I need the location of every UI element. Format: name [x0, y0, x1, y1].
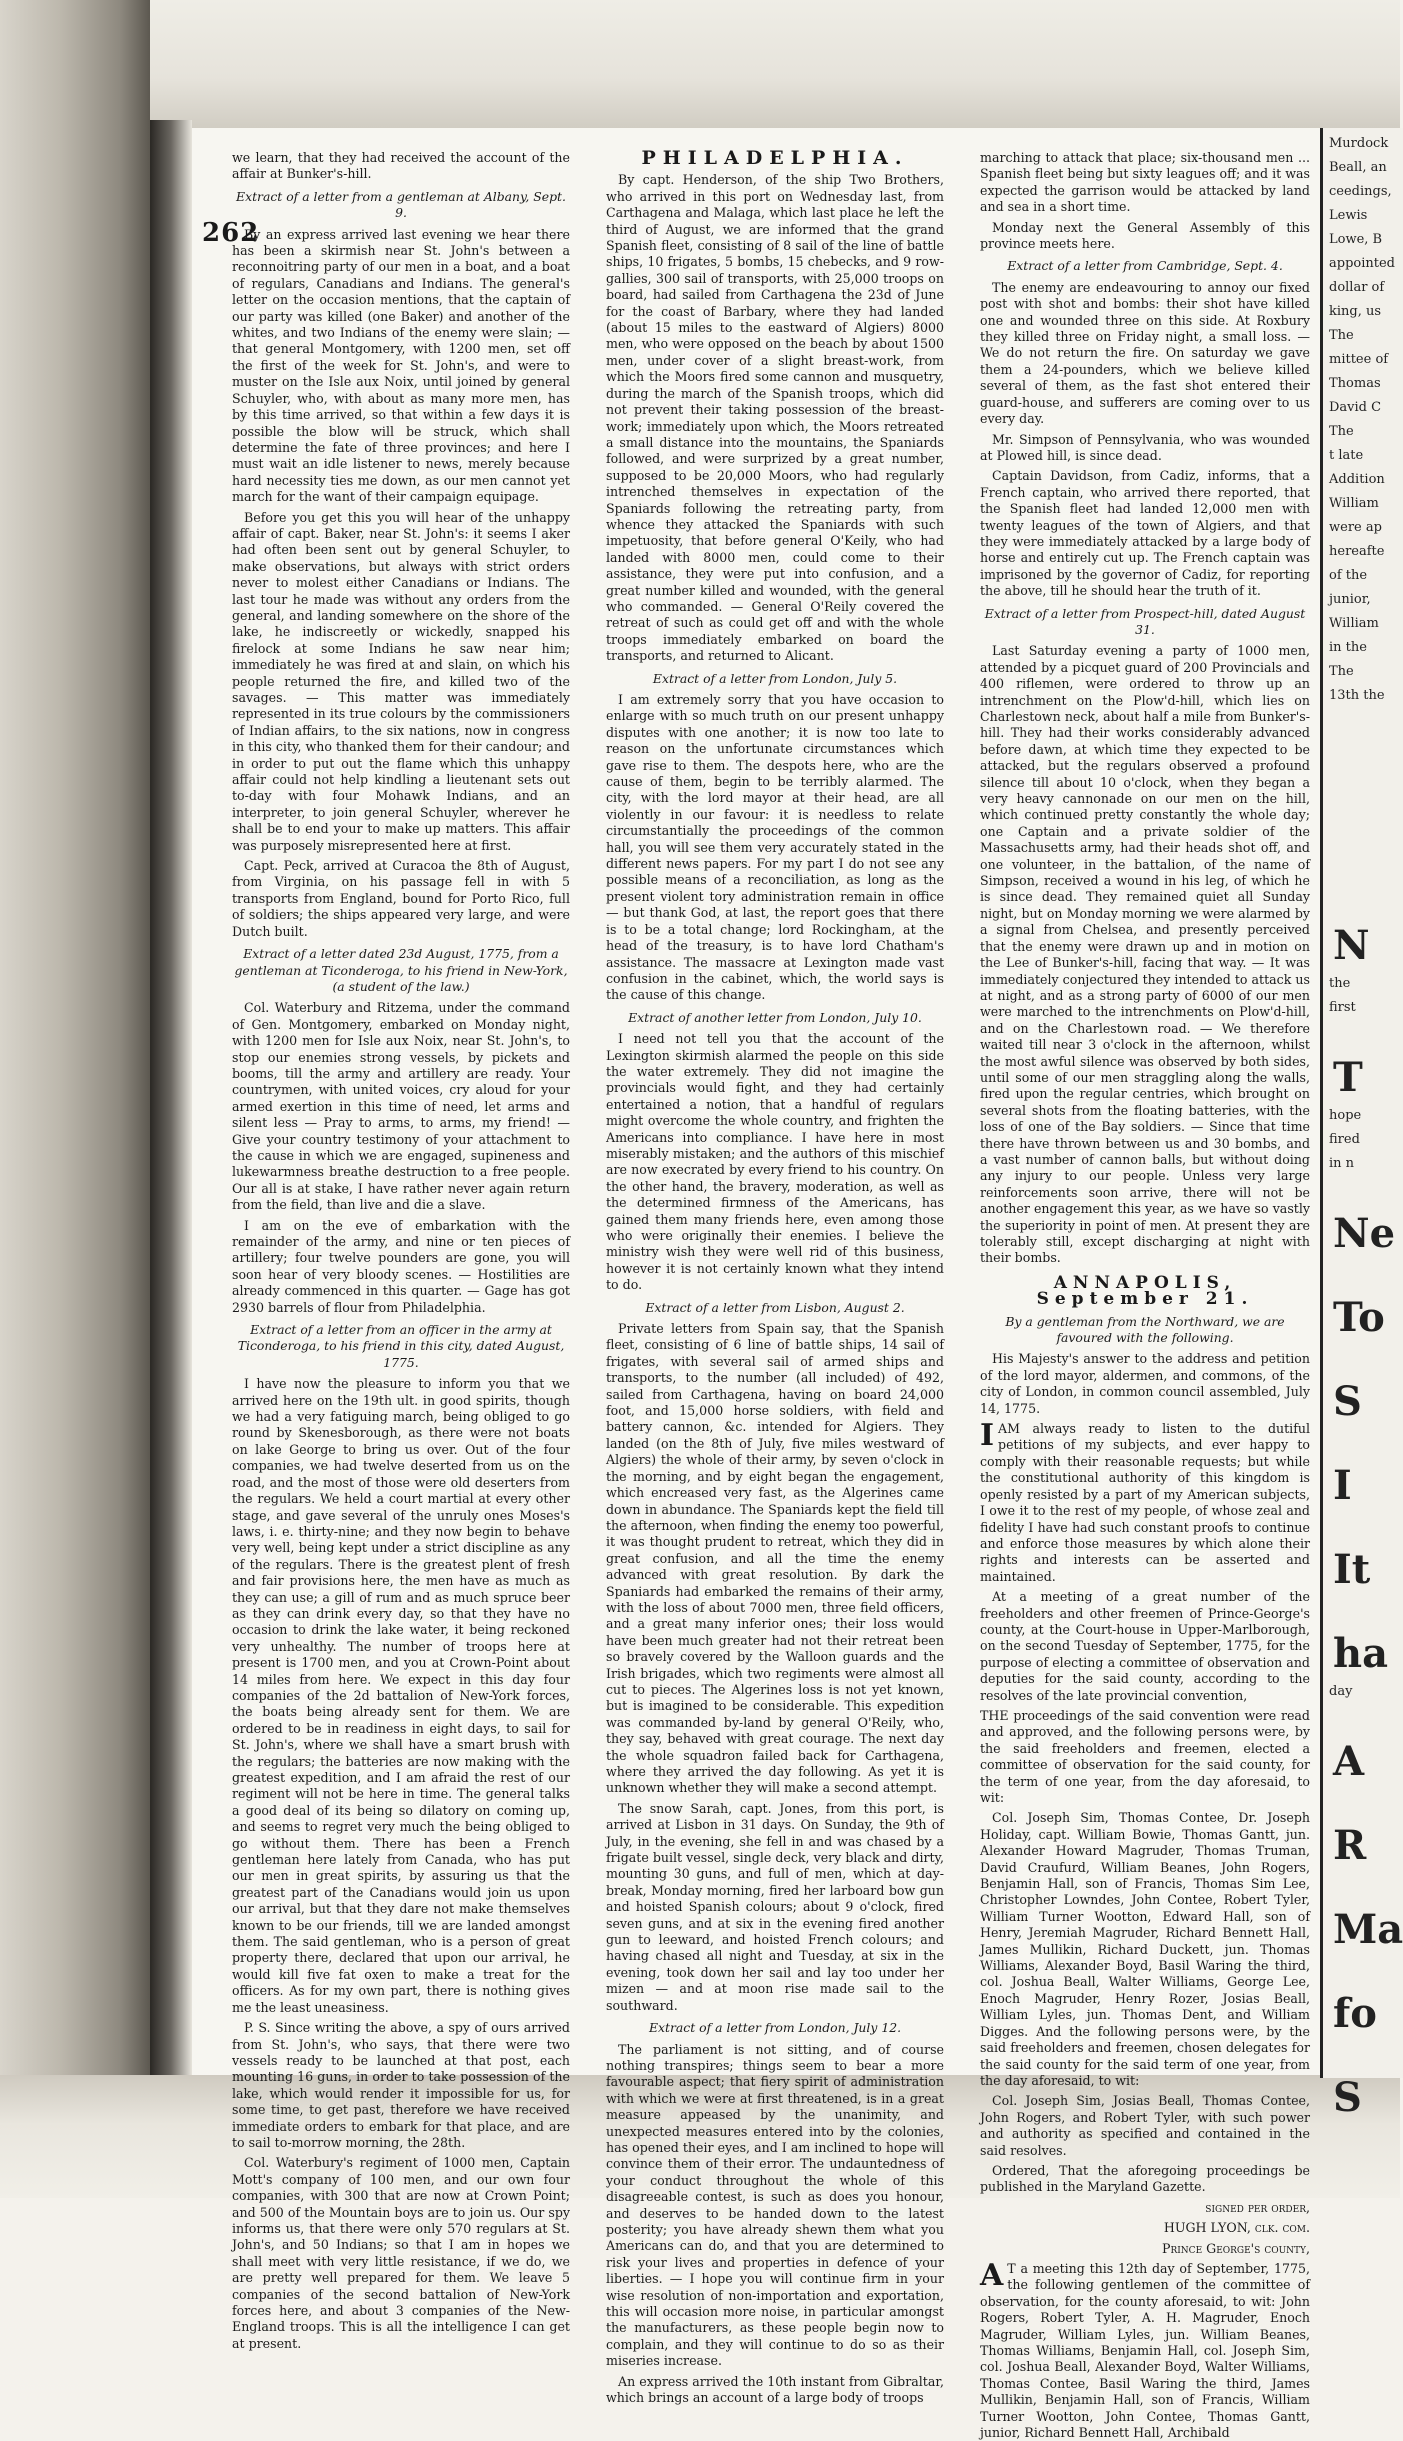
adjacent-page-fragment-text: hope [1329, 1108, 1362, 1123]
article-heading: Extract of another letter from London, July 10. [628, 1009, 922, 1025]
article-subheading: By a gentleman from the Northward, we are favoured with the following. [1005, 1313, 1285, 1346]
article-heading: Extract of a letter from Lisbon, August 2. [645, 1299, 905, 1315]
adjacent-page-fragment-text: Murdock [1329, 136, 1389, 151]
adjacent-page-fragment-text: appointed [1329, 256, 1395, 271]
scan-left-margin [0, 0, 150, 2198]
adjacent-page-fragment-text: Thomas [1329, 376, 1381, 391]
adjacent-page-fragment-text: S [1333, 2074, 1362, 2121]
adjacent-page-fragment-text: A [1333, 1738, 1365, 1785]
article-paragraph: Mr. Simpson of Pennsylvania, who was wounded at Plowed hill, is since dead. [980, 431, 1310, 463]
book-binding-shadow [150, 120, 192, 2080]
adjacent-page-fragment-text: king, us [1329, 304, 1382, 319]
article-paragraph: P. S. Since writing the above, a spy of ours arrived from St. John's, who says, that there were two vessels ready to be launched at that post, each mounting 16 guns, in order to take possession of the lake, which would render it impossible for us, for some time, to get past, therefore we have received immediate orders to embark for that place, and are to sail to-morrow morning, the 28th. [232, 2020, 570, 2150]
article-text: AM always ready to listen to the dutiful petitions of my subjects, and ever happy to comply with their reasonable requests; but while the constitutional authority of this kingdom is openly resisted by a part of my American subjects, I owe it to the rest of my people, of whose zeal and fidelity I have had such constant proofs to continue and enforce those measures by which alone their rights and interests can be asserted and maintained. [980, 1421, 1310, 1584]
adjacent-page-fragment-text: The [1329, 328, 1354, 343]
article-paragraph: I have now the pleasure to inform you that we arrived here on the 19th ult. in good spirits, though we had a very fatiguing march, being obliged to go round by Skenesborough, as there were not boats on lake George to bring us over. Out of the four companies, we had twelve deserted from us on the road, and the most of those were old deserters from the regulars. We held a court martial at every other stage, and gave several of the unruly ones Moses's laws, i. e. thirty-nine; and they now begin to behave very well, being kept under a strict discipline as any of the regulars. There is the greatest plent of fresh and fair provisions here, the men have as much as they can use; a gill of rum and as much spruce beer as they can drink every day, so that they have no occasion to drink the lake water, it being reckoned very unhealthy. The number of troops here at present is 1700 men, and you at Crown-Point about 14 miles from here. We expect in this day four companies of the 2d battalion of New-York forces, the boats being already sent for them. We are ordered to be in readiness in eight days, to sail for St. John's, where we shall have a smart brush with the regulars; the batteries are now making with the greatest expedition, and I am afraid the rest of our regiment will not be here in time. The general talks a good deal of its being so dilatory on coming up, and seems to regret very much the being obliged to go without them. There has been a French gentleman here lately from Canada, who has put our men in great spirits, by assuring us that the greatest part of the Canadians would join us upon our arrival, but that they dare not make themselves known to be our friends, till we are landed amongst them. The said gentleman, who is a person of great property there, declared that upon our arrival, he would kill five fat oxen to make a treat for the officers. As for my own part, there is nothing gives me the least uneasiness. [232, 1376, 570, 2015]
article-heading: Extract of a letter from Prospect-hill, dated August 31. [984, 605, 1306, 637]
adjacent-page-fragment-text: hereafte [1329, 544, 1385, 559]
adjacent-page-fragment-text: day [1329, 1684, 1353, 1699]
adjacent-page-fragment-text: of the [1329, 568, 1368, 583]
adjacent-page-fragment-text: Beall, an [1329, 160, 1387, 175]
article-paragraph: Captain Davidson, from Cadiz, informs, that a French captain, who arrived there reported, that the Spanish fleet had landed 12,000 men with twenty leagues of the town of Algiers, and that they were immediately attacked by a large body of horse and entirely cut up. The French captain was imprisoned by the governor of Cadiz, for reporting the above, till he should hear the truth of it. [980, 468, 1310, 599]
adjacent-page-fragment-text: Ma [1333, 1906, 1403, 1953]
article-paragraph: An express arrived the 10th instant from Gibraltar, which brings an account of a large body of troops [606, 2373, 944, 2406]
adjacent-page-fragment-text: Addition [1329, 472, 1385, 487]
article-heading: Extract of a letter from Cambridge, Sept. 4. [1007, 258, 1283, 274]
article-paragraph: Capt. Peck, arrived at Curacoa the 8th of August, from Virginia, on his passage fell in with 5 transports from England, bound for Porto Rico, full of soldiers; the ships appeared very large, and were Dutch built. [232, 858, 570, 939]
adjacent-page-text [1323, 136, 1403, 2120]
adjacent-page-fragment [1320, 128, 1403, 2121]
article-paragraph: At a meeting of a great number of the freeholders and other freemen of Prince-George's county, at the Court-house in Upper-Marlborough, on the second Tuesday of September, 1775, for the purpose of electing a committee of observation and deputies for the said county, according to the resolves of the late provincial convention, [980, 1589, 1310, 1703]
drop-cap-a: A [980, 2257, 1004, 2293]
article-paragraph: marching to attack that place; six-thousand men ... Spanish fleet being but sixty leagues off; and it was expected the garrison would be attacked by land and sea in a short time. [980, 150, 1310, 215]
column-3 [980, 150, 1310, 2441]
adjacent-page-fragment-text: t late [1329, 448, 1364, 463]
column-2 [606, 147, 944, 2406]
adjacent-page-fragment-text: fo [1333, 1990, 1377, 2037]
adjacent-page-fragment-text: David C [1329, 400, 1382, 415]
adjacent-page-fragment-text: R [1333, 1822, 1367, 1869]
adjacent-page-fragment-text: T [1333, 1054, 1363, 1101]
adjacent-page-fragment-text: mittee of [1329, 352, 1389, 367]
adjacent-page-fragment-text: S [1333, 1378, 1362, 1425]
drop-cap-i: I [980, 1418, 995, 1454]
article-paragraph: Last Saturday evening a party of 1000 men, attended by a picquet guard of 200 Provincials and 400 riflemen, were ordered to throw up an intrenchment on the Plow'd-hill, which lies on Charlestown neck, about half a mile from Bunker's-hill. They had their works considerably advanced before dawn, at which time they expected to be attacked, but the regulars observed a profound silence till about 10 o'clock, when they began a very heavy cannonade on our men on the hill, which continued pretty constantly the whole day; one Captain and a private soldier of the Massachusetts army, had their heads shot off, and one volunteer, in the battalion, of the name of Simpson, received a wound in his leg, of which he is since dead. They remained quiet all Sunday night, but on Monday morning we were alarmed by a signal from Chelsea, and presently perceived that the enemy were drawn up and in motion on the Lee of Bunker's-hill, facing that way. — It was immediately conjectured they intended to attack us at night, and as a strong party of 6000 of our men were marched to the intrenchments on Plow'd-hill, and on the Charlestown road. — We therefore waited till near 3 o'clock in the afternoon, whilst the most awful silence was observed by both sides, until some of our men straggling along the walls, fired upon the regular centries, which brought on several shots from the floating batteries, with the loss of one of the Bay soldiers. — Since that time there have thrown between us and 30 bombs, and a vast number of cannon balls, but without doing any injury to our people. Unless very large reinforcements soon arrive, there will not be another engagement this year, as we have so vastly the superiority in point of men. At present they are tolerably still, except discharging at night with their bombs. [980, 643, 1310, 1266]
adjacent-page-fragment-text: ceedings, [1329, 184, 1392, 199]
dateline-annapolis: ANNAPOLIS, September 21. [1036, 1272, 1254, 1310]
article-paragraph: Col. Waterbury and Ritzema, under the command of Gen. Montgomery, embarked on Monday night, with 1200 men for Isle aux Noix, near St. John's, to stop our enemies strong vessels, by pickets and booms, till the army and artillery are ready. Your countrymen, with united voices, cry aloud for your armed exertion in this time of need, let arms and silent less — Pray to arms, to arms, my friend! — Give your country testimony of your attachment to the cause in which we are engaged, supineness and lukewarmness breathe destruction to a free people. Our all is at stake, I have rather never again return from the field, than live and die a slave. [232, 1000, 570, 1213]
adjacent-page-fragment-text: N [1333, 922, 1370, 969]
dateline-philadelphia: PHILADELPHIA. [641, 147, 909, 169]
adjacent-page-fragment-text: in the [1329, 640, 1367, 655]
adjacent-page-fragment-text: Ne [1333, 1210, 1396, 1257]
article-paragraph: The snow Sarah, capt. Jones, from this port, is arrived at Lisbon in 31 days. On Sunday, the 9th of July, in the evening, she fell in and was chased by a frigate built vessel, single deck, very black and dirty, mounting 30 guns, and full of men, which at day-break, Monday morning, fired her larboard bow gun and hoisted Spanish colours; about 9 o'clock, fired seven guns, and at six in the evening fired another gun to leeward, and hoisted French colours; and having chased all night and Tuesday, at six in the evening, took down her sail and lay too under her mizen — and at moon rise made sail to the southward. [606, 1800, 944, 2013]
article-paragraph: THE proceedings of the said convention were read and approved, and the following persons were, by the said freeholders and freemen, elected a committee of observation for the said county, for the term of one year, from the day aforesaid, to wit: [980, 1707, 1310, 1805]
article-paragraph: I am on the eve of embarkation with the remainder of the army, and nine or ten pieces of artillery; four twelve pounders are gone, you will soon hear of very bloody scenes. — Hostilities are already commenced in this quarter. — Gage has got 2930 barrels of flour from Philadelphia. [232, 1217, 570, 1315]
page-number: 262 [202, 218, 260, 248]
signed-line: signed per order, [1205, 2199, 1310, 2215]
article-paragraph: Ordered, That the aforegoing proceedings be published in the Maryland Gazette. [980, 2162, 1310, 2195]
article-paragraph: The parliament is not sitting, and of course nothing transpires; things seem to bear a more favourable aspect; that fiery spirit of administration with which we were at first threatened, is in a great measure appeased by the unanimity, and unexpected measures entered into by the colonies, has opened their eyes, and I am inclined to hope will convince them of their error. The undauntedness of your conduct throughout the whole of this disagreeable contest, is such as does you honour, and deserves to be handed down to the latest posterity; you have already shewn them what you Americans can do, and that you are determined to risk your lives and properties in defence of your liberties. — I hope you will continue firm in your wise resolution of non-importation and exportation, this will occasion more noise, in particular amongst the manufacturers, as these people begin now to complain, and they will continue to do so as their miseries increase. [606, 2041, 944, 2369]
adjacent-page-fragment-text: the [1329, 976, 1351, 991]
county-dateline: Prince George's county, [1162, 2240, 1310, 2256]
adjacent-page-fragment-text: dollar of [1329, 280, 1385, 295]
adjacent-page-fragment-text: William [1329, 616, 1379, 631]
article-paragraph: By an express arrived last evening we hear there has been a skirmish near St. John's between a reconnoitring party of our men in a boat, and a boat of regulars, Canadians and Indians. The general's letter on the occasion mentions, that the captain of our party was killed (one Baker) and another of the whites, and two Indians of the enemy were slain; — that general Montgomery, with 1200 men, set off the first of the week for St. John's, and were to muster on the Isle aux Noix, until joined by general Schuyler, who, with about as many more men, has by this time arrived, so that within a few days it is possible the blow will be struck, which shall determine the fate of three provinces; and here I must wait an idle listener to news, merely because hard necessity ties me down, as our men cannot yet march for the want of their campaign equipage. [232, 226, 570, 505]
article-paragraph [980, 2257, 1310, 2441]
scan-top-margin [0, 0, 1400, 130]
adjacent-page-fragment-text: The [1329, 664, 1354, 679]
article-paragraph: The enemy are endeavouring to annoy our fixed post with shot and bombs: their shot have killed one and wounded three on this side. At Roxbury they killed three on Friday night, a small loss. — We do not return the fire. On saturday we gave them a 24-pounders, which we believe killed several of them, as the fast shot entered their guard-house, and sufferers are coming over to us every day. [980, 279, 1310, 427]
article-paragraph: Col. Joseph Sim, Thomas Contee, Dr. Joseph Holiday, capt. William Bowie, Thomas Gantt, jun. Alexander Howard Magruder, Thomas Truman, David Craufurd, William Beanes, John Rogers, Benjamin Hall, son of Francis, Thomas Sim Lee, Christopher Lowndes, John Contee, Robert Tyler, William Turner Wootton, Edward Hall, son of Henry, Jeremiah Magruder, Richard Bennett Hall, James Mullikin, Richard Duckett, jun. Thomas Williams, Alexander Boyd, Basil Waring the third, col. Joshua Beall, Walter Williams, George Lee, Enoch Magruder, Henry Rozer, Josias Beall, William Lyles, jun. Thomas Dent, and William Digges. And the following persons were, by the said freeholders and freemen, chosen delegates for the said county for the said term of one year, from the day aforesaid, to wit: [980, 1810, 1310, 2088]
article-paragraph: Col. Waterbury's regiment of 1000 men, Captain Mott's company of 100 men, and our own four companies, with 300 that are now at Crown Point; and 500 of the Mountain boys are to join us. Our spy informs us, that there were only 570 regulars at St. John's, and 50 Indians; so that I am in hopes we shall meet with very little resistance, if we do, we are pretty well prepared for them. We leave 5 companies of the second battalion of New-York forces here, and about 3 companies of the New-England troops. This is all the intelligence I can get at present. [232, 2155, 570, 2351]
article-paragraph: Monday next the General Assembly of this province meets here. [980, 219, 1310, 252]
article-paragraph [980, 1418, 1310, 1585]
adjacent-page-fragment-text: Lewis [1329, 208, 1368, 223]
adjacent-page-fragment-text: junior, [1329, 592, 1371, 607]
column-1 [232, 150, 570, 2351]
adjacent-page-fragment-text: To [1333, 1294, 1385, 1341]
adjacent-page-fragment-text: 13th the [1329, 688, 1385, 703]
adjacent-page-fragment-text: It [1333, 1546, 1371, 1593]
adjacent-page-fragment-text: ha [1333, 1630, 1388, 1677]
article-paragraph: Col. Joseph Sim, Josias Beall, Thomas Contee, John Rogers, and Robert Tyler, with such power and authority as specified and contained in the said resolves. [980, 2093, 1310, 2158]
adjacent-page-fragment-text: The [1329, 424, 1354, 439]
article-paragraph: His Majesty's answer to the address and petition of the lord mayor, aldermen, and commons, of the city of London, in common council assembled, July 14, 1775. [980, 1351, 1310, 1416]
clerk-signature: HUGH LYON, clk. com. [1163, 2220, 1310, 2236]
adjacent-page-fragment-text: William [1329, 496, 1379, 511]
article-text: T a meeting this 12th day of September, 1775, the following gentlemen of the committee of observation, for the county aforesaid, to wit: John Rogers, Robert Tyler, A. H. Magruder, Enoch Magruder, William Lyles, jun. William Beanes, Thomas Williams, Benjamin Hall, col. Joseph Sim, col. Joshua Beall, Alexander Boyd, Walter Williams, Thomas Contee, Basil Waring the third, James Mullikin, Benjamin Hall, son of Francis, William Turner Wootton, John Contee, Thomas Gantt, junior, Richard Bennett Hall, Archibald [980, 2260, 1310, 2441]
article-heading: Extract of a letter from a gentleman at Albany, Sept. 9. [236, 188, 566, 221]
article-heading: Extract of a letter from London, July 5. [652, 670, 898, 686]
article-paragraph: I need not tell you that the account of the Lexington skirmish alarmed the people on this side the water extremely. They did not imagine the provincials would fight, and they had certainly entertained a notion, that a handful of regulars might overcome the whole country, and frighten the Americans into compliance. I have here in most miserably mistaken; and the authors of this mischief are now execrated by every friend to his country. On the other hand, the bravery, moderation, as well as the determined firmness of the Americans, has gained them many friends here, even among those who were originally their enemies. I believe the ministry wish they were well rid of this business, however it is not certainly known what they intend to do. [606, 1031, 944, 1293]
article-paragraph: By capt. Henderson, of the ship Two Brothers, who arrived in this port on Wednesday last, from Carthagena and Malaga, which last place he left the third of August, we are informed that the grand Spanish fleet, consisting of 8 sail of the line of battle ships, 10 frigates, 5 bombs, 15 chebecks, and 9 row-gallies, 300 sail of transports, with 25,000 troops on board, had sailed from Carthagena the 23d of June for the coast of Barbary, where they had landed (about 15 miles to the eastward of Algiers) 8000 men, who were opposed on the beach by about 1500 men, under cover of a slight breast-work, from which the Moors fired some cannon and musquetry, during the march of the Spanish troops, which did not prevent their taking possession of the breast-work; immediately upon which, the Moors retreated a small distance into the mountains, the Spaniards followed, and were surprized by a great number, supposed to be 20,000 Moors, who had regularly intrenched themselves in expectation of the Spaniards following the retreating party, from whence they attacked the Spaniards with such impetuosity, that before general O'Keily, who had landed with 8000 men, could come to their assistance, they were put into confusion, and a great number killed and wounded, with the general who commanded. — General O'Reily covered the retreat of such as could get off and with the whole troops immediately embarked on board the transports, and returned to Alicant. [606, 172, 944, 664]
adjacent-page-fragment-text: fired [1329, 1132, 1360, 1147]
article-paragraph: I am extremely sorry that you have occasion to enlarge with so much truth on our present unhappy disputes with one another; it is now too late to reason on the unfortunate circumstances which gave rise to them. The despots here, who are the cause of them, begin to be terribly alarmed. The city, with the lord mayor at their head, are all violently in our favour: it is needless to relate circumstantially the proceedings of the common hall, you will see them very accurately stated in the different news papers. For my part I do not see any possible means of a reconciliation, as long as the present violent tory administration remain in office — but thank God, at last, the report goes that there is to be a total change; lord Rockingham, at the head of the treasury, is to have lord Chatham's assistance. The massacre at Lexington made vast confusion in the cabinet, which, the world says is the cause of this change. [606, 692, 944, 1003]
article-heading: Extract of a letter dated 23d August, 1775, from a gentleman at Ticonderoga, to his friend in New-York, (a student of the law.) [234, 946, 568, 994]
adjacent-page-fragment-text: were ap [1329, 520, 1382, 535]
adjacent-page-fragment-text: in n [1329, 1156, 1355, 1171]
article-heading: Extract of a letter from an officer in the army at Ticonderoga, to his friend in this city, dated August, 1775. [237, 1322, 565, 1370]
adjacent-page-fragment-text: first [1329, 1000, 1356, 1015]
article-paragraph: Private letters from Spain say, that the Spanish fleet, consisting of 6 line of battle ships, 14 sail of frigates, with several sail of armed ships and transports, to the number (all included) of 492, sailed from Carthagena, having on board 24,000 foot, and 15,000 horse soldiers, with field and battery cannon, &c. intended for Algiers. They landed (on the 8th of July, five miles westward of Algiers) the whole of their army, by seven o'clock in the morning, and by eight began the engagement, which encreased very fast, as the Algerines came down in abundance. The Spaniards kept the field till the afternoon, when finding the enemy too powerful, it was thought prudent to retreat, which they did in great confusion, and all the time the enemy advanced with great resolution. By dark the Spaniards had embarked the remains of their army, with the loss of about 7000 men, three field officers, and a great many inferior ones; their loss would have been much greater had not their retreat been so bravely covered by the Walloon guards and the Irish brigades, which two regiments were almost all cut to pieces. The Algerines loss is not yet known, but is imagined to be considerable. This expedition was commanded by-land by general O'Reily, who, they say, behaved with great courage. The next day the whole squadron failed back for Carthagena, where they arrived the day following. As yet it is unknown whether they will make a second attempt. [606, 1321, 944, 1796]
article-heading: Extract of a letter from London, July 12. [648, 2020, 902, 2036]
article-paragraph: Before you get this you will hear of the unhappy affair of capt. Baker, near St. John's: it seems I aker had often been sent out by general Schuyler, to make observations, but always with strict orders never to molest either Canadians or Indians. The last tour he made was without any orders from the general, and landing somewhere on the shore of the lake, he indiscreetly or wickedly, snapped his firelock at some Indians he saw near him; immediately he was fired at and slain, on which his people returned the fire, and killed two of the savages. — This matter was immediately represented in its true colours by the commissioners of Indian affairs, to the six nations, now in congress in this city, who thanked them for their candour; and in order to put out the flame which this unhappy affair could not help kindling a lieutenant sets out to-day with four Mohawk Indians, and an interpreter, to join general Schuyler, wherever he shall be to end your to make up matters. This affair was purposely misrepresented here at first. [232, 509, 570, 853]
adjacent-page-fragment-text: I [1333, 1462, 1352, 1509]
intro-text: we learn, that they had received the account of the affair at Bunker's-hill. [232, 150, 570, 182]
adjacent-page-fragment-text: Lowe, B [1329, 232, 1383, 247]
